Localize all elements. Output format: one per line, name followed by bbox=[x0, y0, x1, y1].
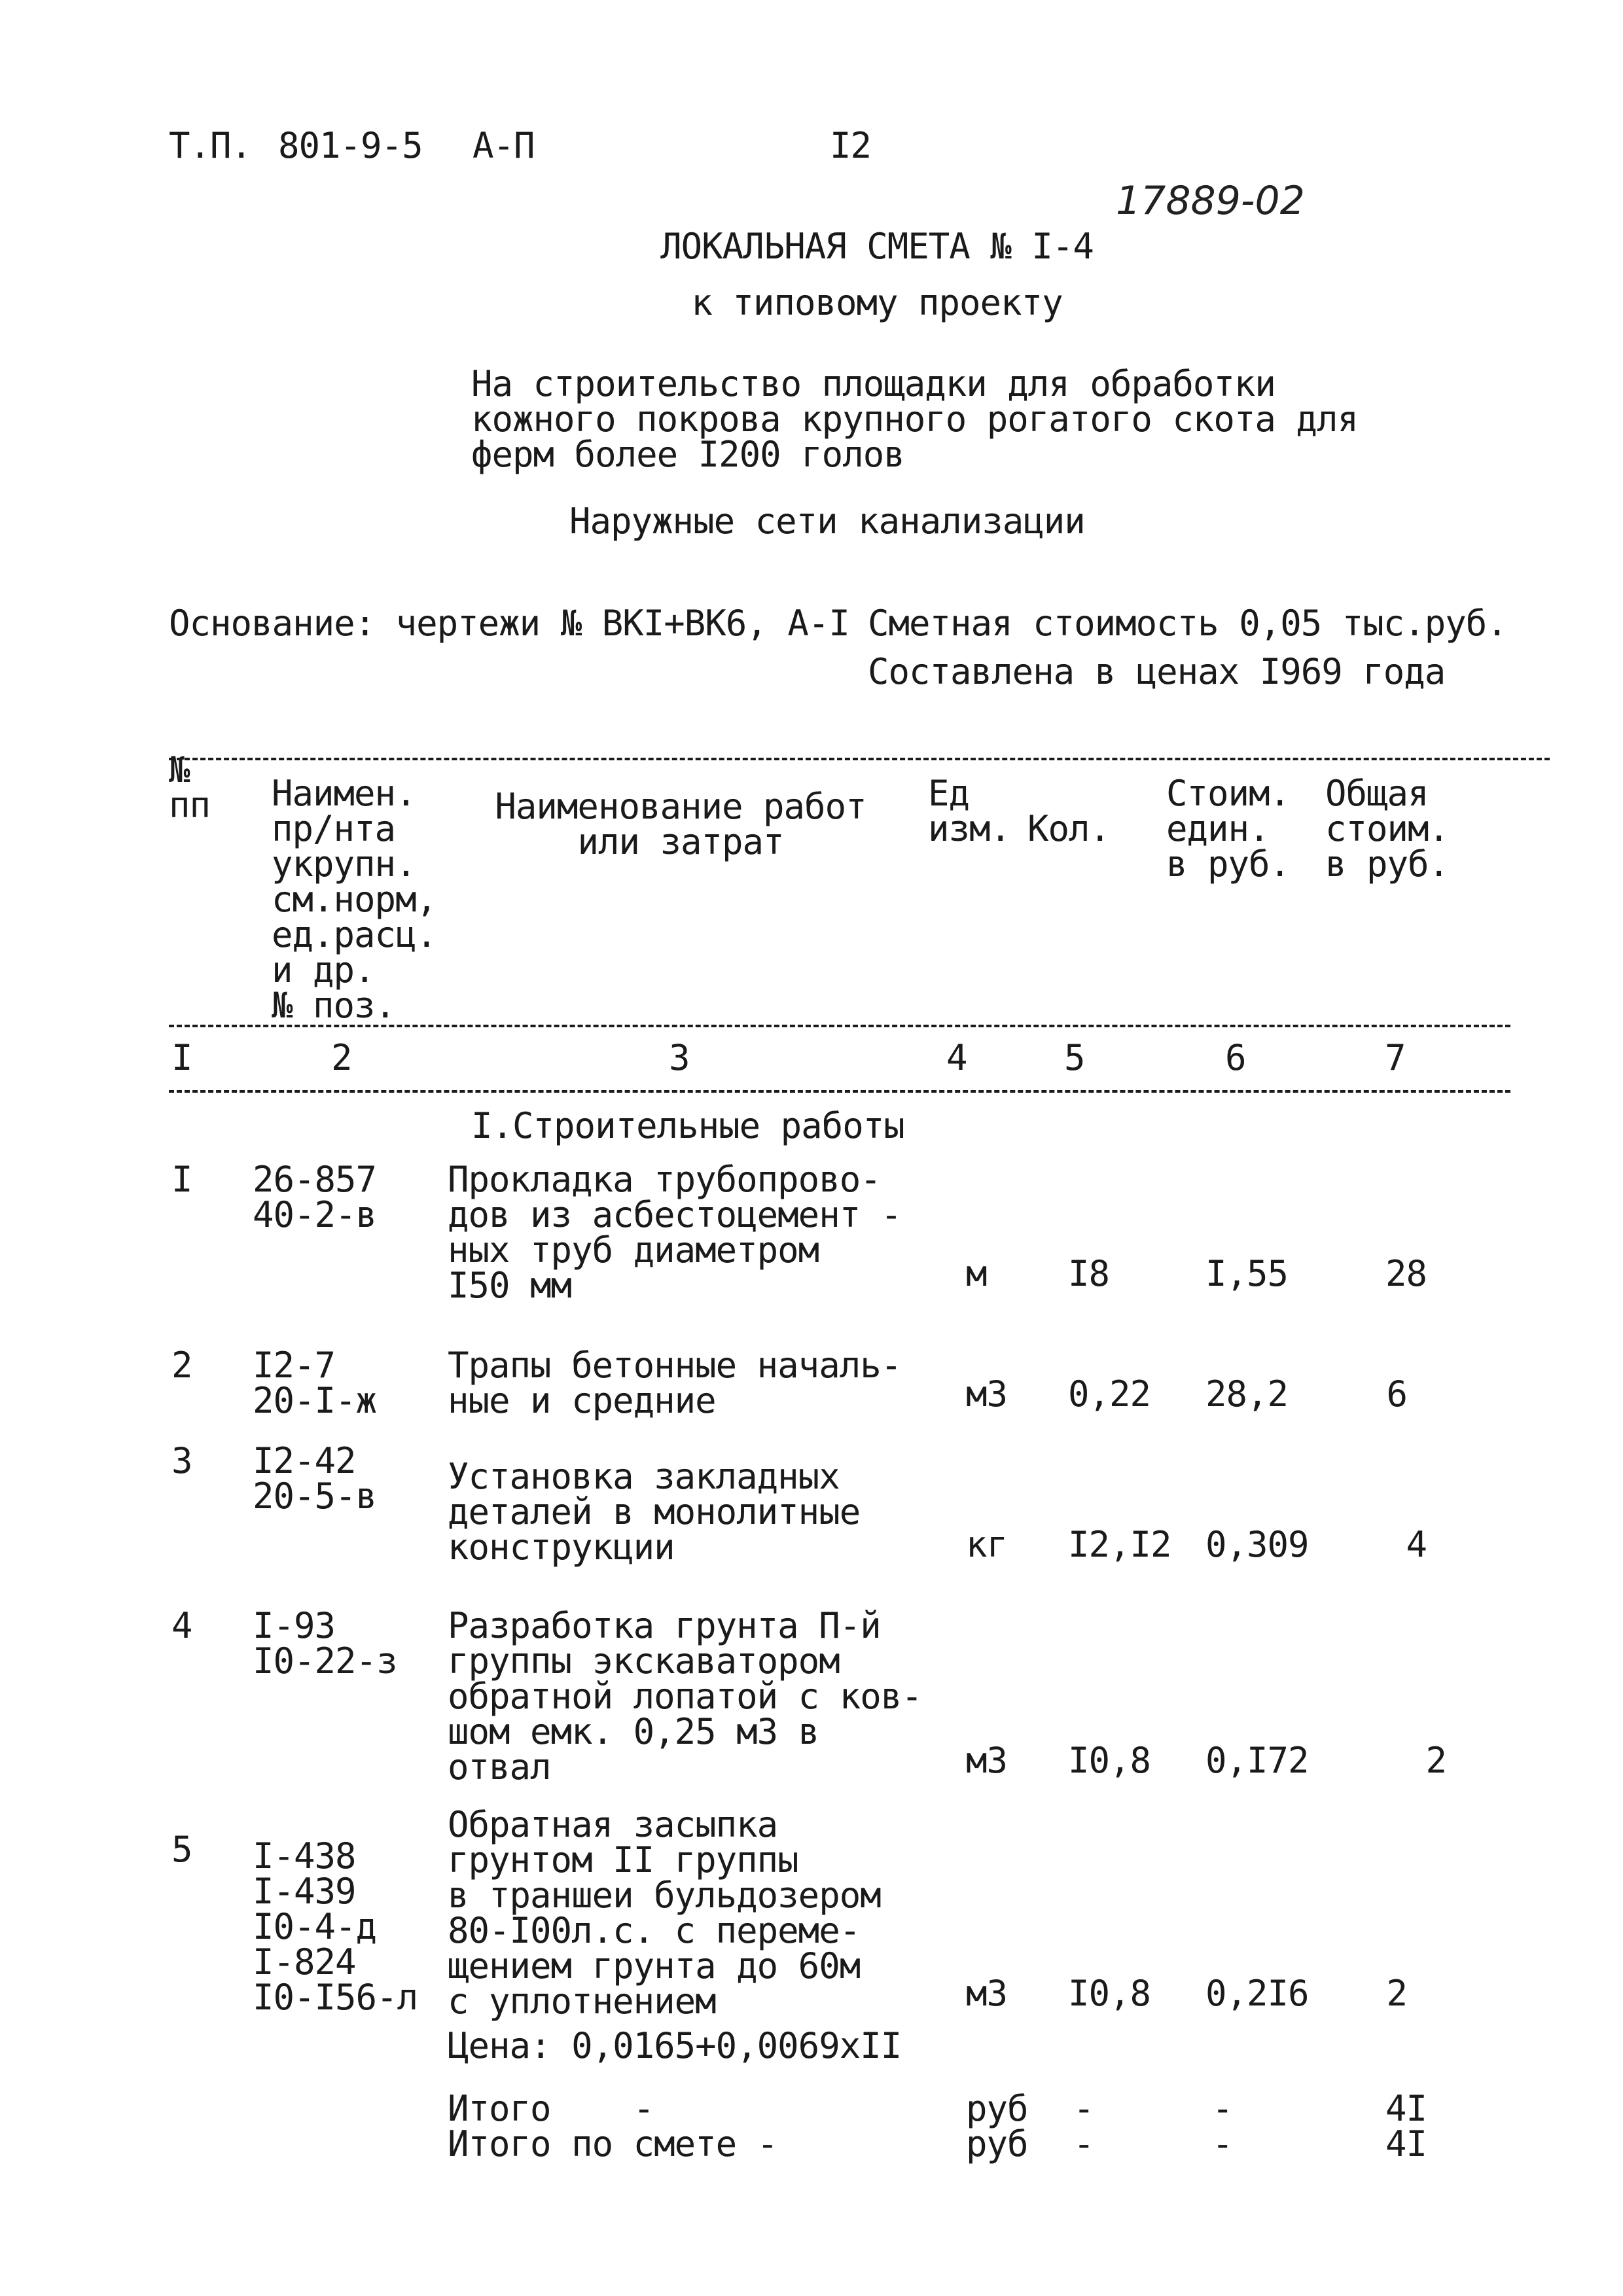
header-code: Наимен. пр/нта укрупн. см.норм, ед.расц. и др. № поз. bbox=[272, 773, 437, 1026]
price-note: Цена: 0,0165+0,0069хII bbox=[448, 2025, 902, 2066]
row-code: 26-857 40-2-в bbox=[253, 1159, 377, 1235]
estimate-total-unit-price: - bbox=[1212, 2123, 1233, 2164]
header-unit-cost: Стоим. един. в руб. bbox=[1166, 773, 1291, 885]
row-unit: кг bbox=[966, 1524, 1008, 1565]
estimate-total-label: Итого по смете - bbox=[448, 2123, 778, 2164]
row-quantity: 0,22 bbox=[1068, 1373, 1151, 1415]
document-subtitle: к типовому проекту bbox=[691, 282, 1063, 323]
project-number: 801-9-5 bbox=[278, 125, 423, 166]
column-number-5: 5 bbox=[1064, 1037, 1085, 1078]
row-quantity: I0,8 bbox=[1068, 1973, 1151, 2014]
subtotal-unit: руб bbox=[966, 2088, 1028, 2129]
estimate-total-total: 4I bbox=[1385, 2123, 1427, 2164]
column-number-4: 4 bbox=[946, 1037, 967, 1078]
estimate-total-quantity: - bbox=[1073, 2123, 1094, 2164]
row-unit-price: 0,2I6 bbox=[1205, 1973, 1309, 2014]
column-number-6: 6 bbox=[1225, 1037, 1246, 1078]
estimate-total-unit: руб bbox=[966, 2123, 1028, 2164]
row-work-name: Установка закладных деталей в монолитные конструкции bbox=[448, 1456, 861, 1568]
column-number-3: 3 bbox=[669, 1037, 690, 1078]
document-title: ЛОКАЛЬНАЯ СМЕТА № I-4 bbox=[660, 226, 1094, 267]
row-number: 4 bbox=[171, 1605, 192, 1646]
subtotal-total: 4I bbox=[1385, 2088, 1427, 2129]
row-quantity: I2,I2 bbox=[1068, 1524, 1171, 1565]
row-unit: м3 bbox=[966, 1373, 1008, 1415]
estimated-cost: Сметная стоимость 0,05 тыс.руб. bbox=[868, 603, 1507, 644]
subtotal-unit-price: - bbox=[1212, 2088, 1233, 2129]
row-work-name: Разработка грунта П-й группы экскаватором обратной лопатой с ков- шом емк. 0,25 м3 в отвал bbox=[448, 1605, 922, 1788]
column-number-7: 7 bbox=[1385, 1037, 1406, 1078]
header-work-name: Наименование работ или затрат bbox=[495, 786, 866, 862]
row-unit: м3 bbox=[966, 1973, 1008, 2014]
header-bottom-rule bbox=[169, 1025, 1510, 1027]
description-line-1: На строительство площадки для обработки bbox=[471, 363, 1275, 404]
price-year: Составлена в ценах I969 года bbox=[868, 651, 1446, 692]
network-title: Наружные сети канализации bbox=[569, 501, 1085, 542]
row-unit: м3 bbox=[966, 1740, 1008, 1781]
row-work-name: Трапы бетонные началь- ные и средние bbox=[448, 1345, 902, 1421]
column-numbers-rule bbox=[169, 1090, 1510, 1093]
row-number: I bbox=[171, 1159, 192, 1200]
row-code: I2-42 20-5-в bbox=[253, 1440, 377, 1517]
row-unit: м bbox=[966, 1253, 987, 1294]
subtotal-quantity: - bbox=[1073, 2088, 1094, 2129]
row-number: 5 bbox=[171, 1829, 192, 1870]
row-quantity: I0,8 bbox=[1068, 1740, 1151, 1781]
row-code: I-438 I-439 I0-4-д I-824 I0-I56-л bbox=[253, 1835, 418, 2018]
handwritten-number: 17889-02 bbox=[1116, 178, 1305, 224]
row-code: I-93 I0-22-з bbox=[253, 1605, 397, 1682]
basis-drawings: Основание: чертежи № ВКI+ВК6, А-I bbox=[169, 603, 849, 644]
subtotal-label: Итого - bbox=[448, 2088, 654, 2129]
album-label: А-П bbox=[473, 125, 535, 166]
description-line-3: ферм более I200 голов bbox=[471, 434, 904, 475]
row-total: 4 bbox=[1406, 1524, 1427, 1565]
column-number-2: 2 bbox=[331, 1037, 352, 1078]
row-total: 2 bbox=[1425, 1740, 1446, 1781]
table-top-rule bbox=[169, 758, 1550, 760]
header-total-cost: Общая стоим. в руб. bbox=[1325, 773, 1450, 885]
row-quantity: I8 bbox=[1068, 1253, 1110, 1294]
header-quantity: Кол. bbox=[1027, 808, 1111, 849]
row-number: 2 bbox=[171, 1345, 192, 1386]
row-work-name: Прокладка трубопрово- дов из асбестоцемент - ных труб диаметром I50 мм bbox=[448, 1159, 902, 1306]
row-total: 6 bbox=[1386, 1373, 1407, 1415]
row-unit-price: 0,I72 bbox=[1205, 1740, 1309, 1781]
section-title: I.Строительные работы bbox=[471, 1105, 904, 1146]
column-number-1: I bbox=[171, 1037, 192, 1078]
row-total: 28 bbox=[1385, 1253, 1427, 1294]
page-number: I2 bbox=[830, 125, 872, 166]
row-unit-price: I,55 bbox=[1205, 1253, 1289, 1294]
row-number: 3 bbox=[171, 1440, 192, 1481]
document-code: Т.П. bbox=[169, 125, 252, 166]
row-unit-price: 0,309 bbox=[1205, 1524, 1309, 1565]
header-unit: Ед изм. bbox=[928, 773, 1011, 849]
row-code: I2-7 20-I-ж bbox=[253, 1345, 377, 1421]
row-unit-price: 28,2 bbox=[1205, 1373, 1289, 1415]
row-work-name: Обратная засыпка грунтом II группы в траншеи бульдозером 80-I00л.с. с переме- щением грунта до 60м с уплотнением bbox=[448, 1804, 881, 2022]
row-total: 2 bbox=[1386, 1973, 1407, 2014]
header-number: № пп bbox=[169, 749, 211, 826]
description-line-2: кожного покрова крупного рогатого скота для bbox=[471, 398, 1358, 440]
